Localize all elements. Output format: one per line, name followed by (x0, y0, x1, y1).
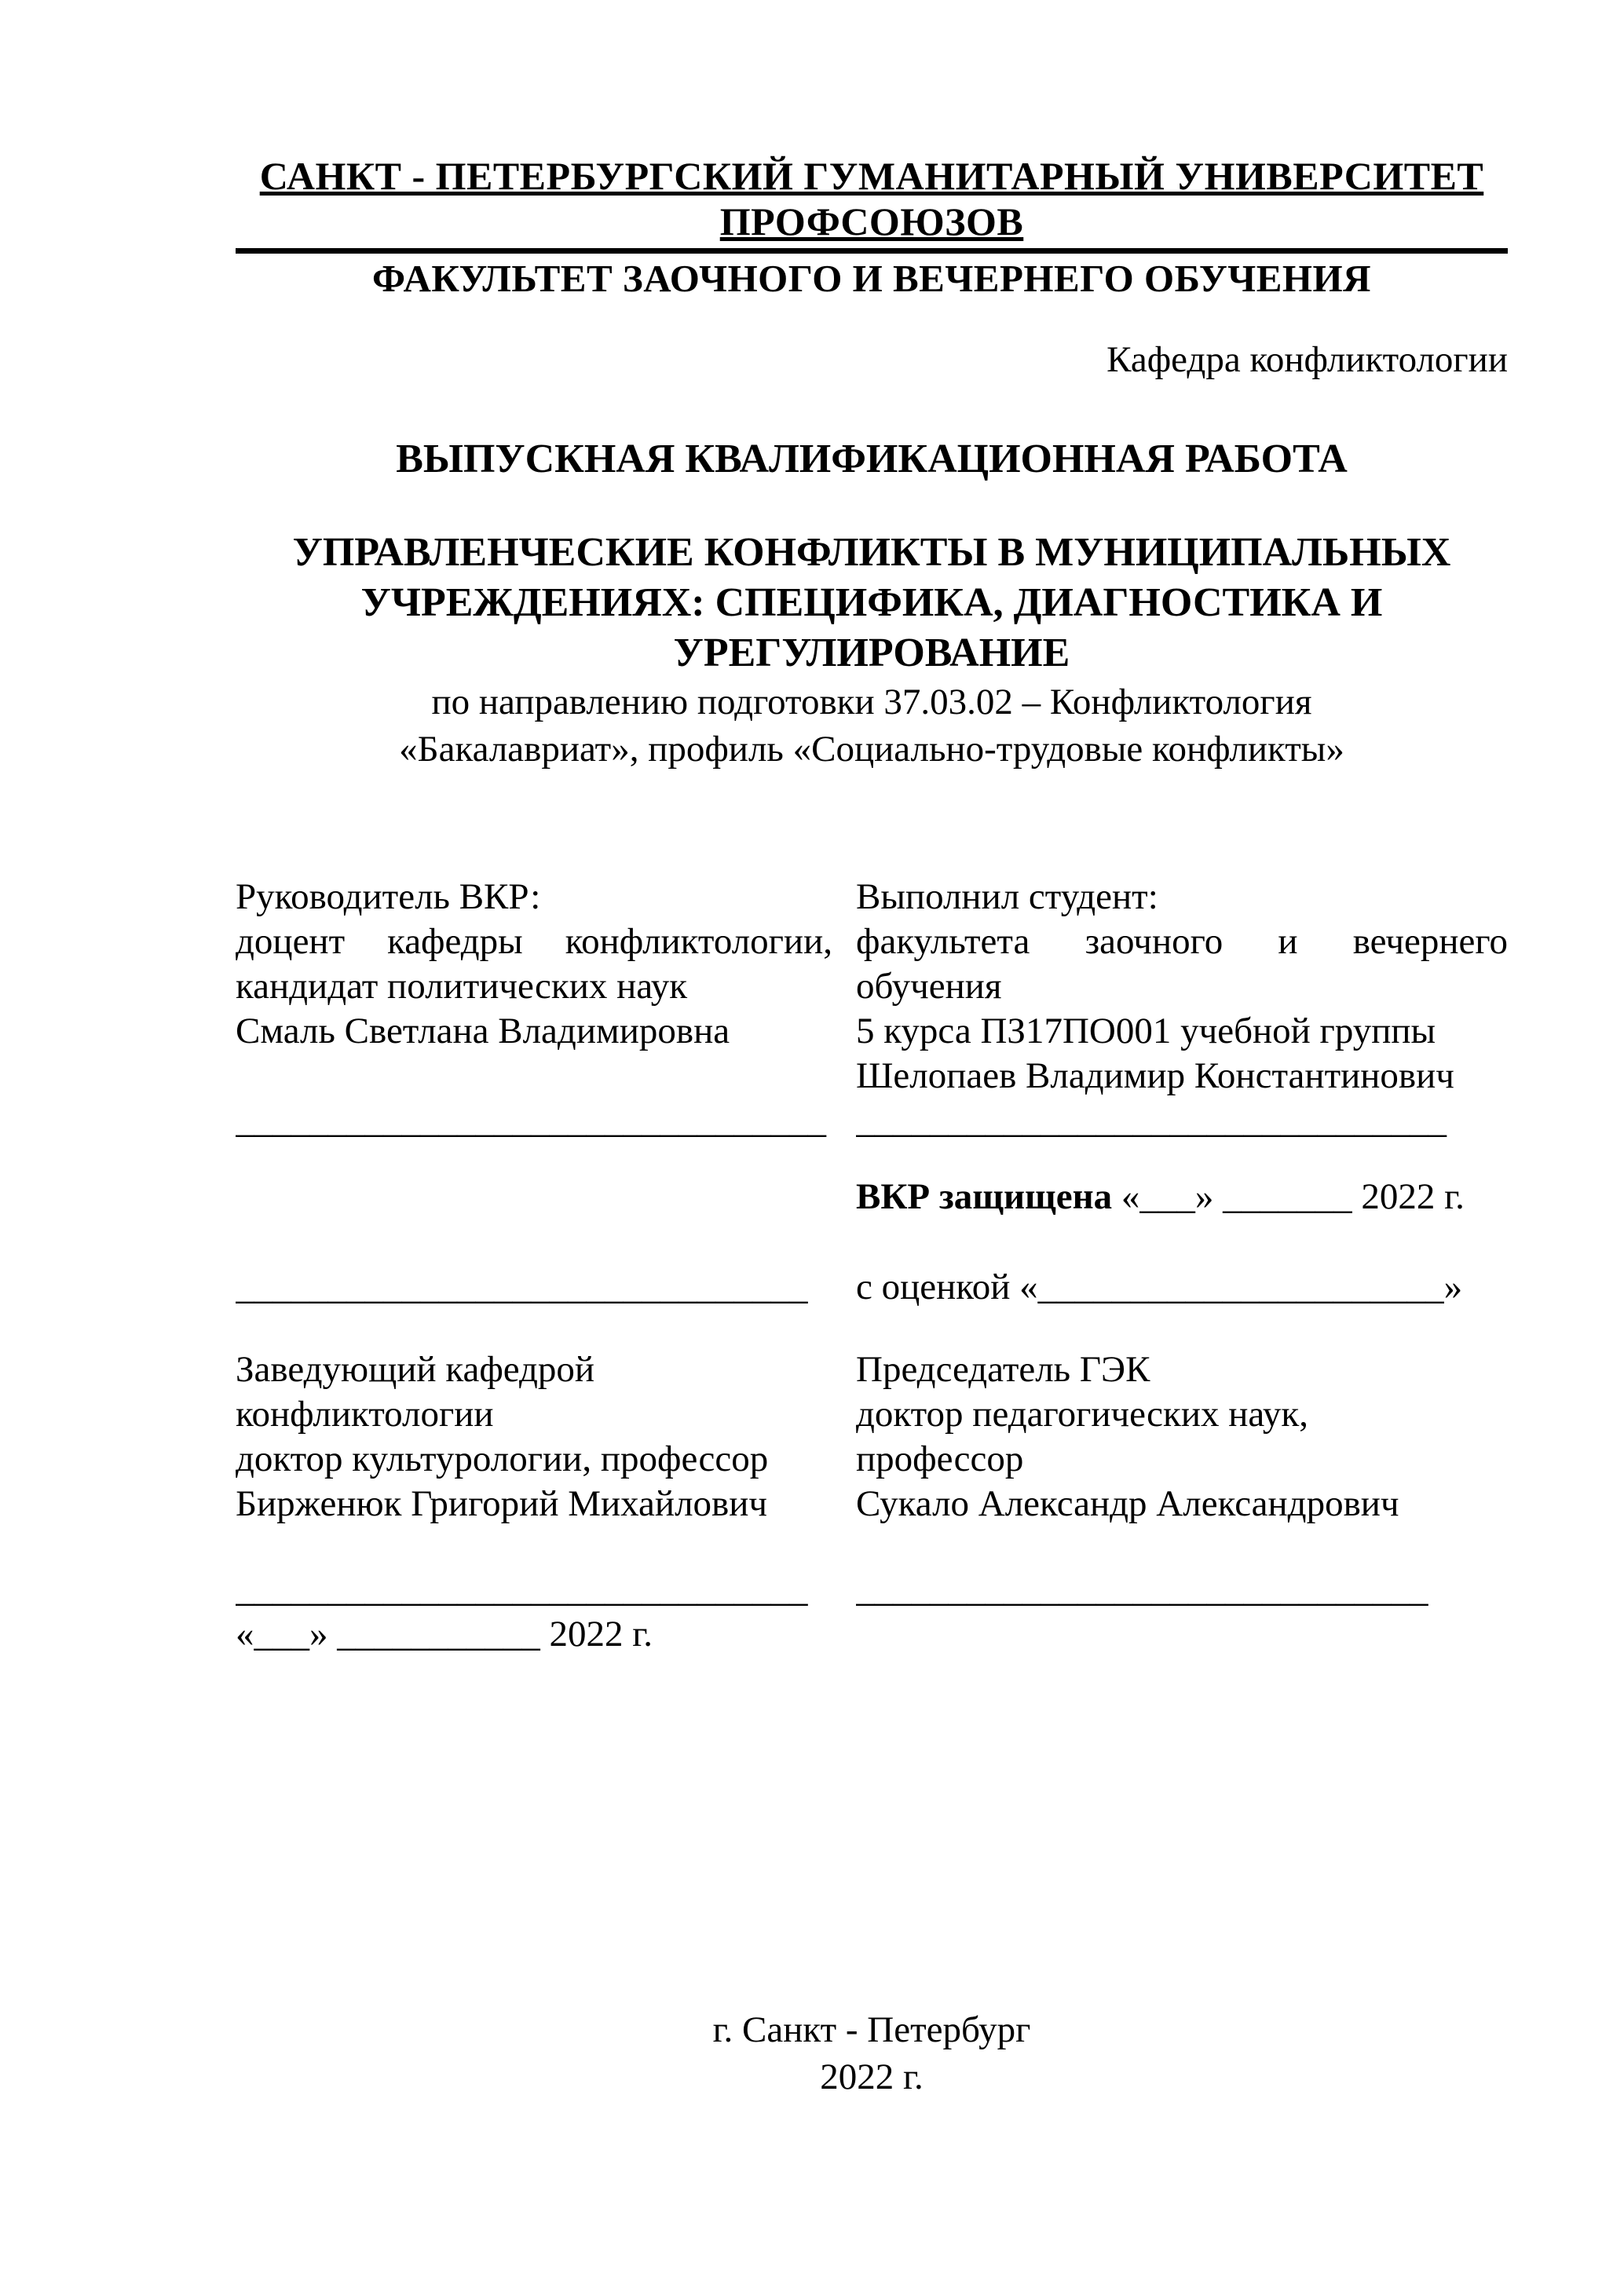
defense-date-line (856, 1175, 1508, 1219)
work-title-line-1: УПРАВЛЕНЧЕСКИЕ КОНФЛИКТЫ В МУНИЦИПАЛЬНЫХ (292, 530, 1451, 575)
gek-chair-name: Сукало Александр Александрович (856, 1483, 1399, 1524)
program-profile-line: «Бакалавриат», профиль «Социально-трудовые конфликты» (399, 729, 1344, 770)
supervisor-position-line-1: доцент кафедры конфликтологии, (236, 921, 832, 962)
student-line-2: обучения (856, 966, 1002, 1007)
program-block (236, 678, 1508, 773)
supervisor-block (236, 875, 832, 1099)
gek-chair-line-3: профессор (856, 1439, 1024, 1479)
work-title (236, 528, 1508, 678)
footer-block (236, 2006, 1508, 2100)
head-name: Бирженюк Григорий Михайлович (236, 1483, 768, 1524)
row-spacer (236, 1526, 1508, 1567)
empty-cell (856, 1612, 1508, 1657)
head-line-2: конфликтологии (236, 1394, 494, 1435)
work-title-line-2: УЧРЕЖДЕНИЯХ: СПЕЦИФИКА, ДИАГНОСТИКА И (360, 580, 1383, 625)
faculty-name: ФАКУЛЬТЕТ ЗАОЧНОГО И ВЕЧЕРНЕГО ОБУЧЕНИЯ (371, 257, 1372, 300)
student-block (856, 875, 1508, 1099)
gek-chair-block (856, 1347, 1508, 1526)
head-date-line: «___» ___________ 2022 г. (236, 1614, 653, 1654)
supervisor-extra-signature-line: _______________________________ (236, 1267, 808, 1307)
row-spacer (236, 1219, 1508, 1265)
head-line-3: доктор культурологии, профессор (236, 1439, 769, 1479)
gek-chair-line-2: доктор педагогических наук, (856, 1394, 1308, 1435)
head-of-department-block (236, 1347, 832, 1526)
student-line-1: факультета заочного и вечернего (856, 921, 1508, 962)
university-name (236, 153, 1508, 254)
supervisor-heading: Руководитель ВКР: (236, 876, 541, 917)
footer-city: г. Санкт - Петербург (712, 2009, 1031, 2050)
supervisor-signature-line: ________________________________ (236, 1100, 826, 1141)
student-name: Шелопаев Владимир Константинович (856, 1055, 1454, 1096)
defense-label-bold: ВКР защищена (856, 1176, 1113, 1217)
supervisor-position-line-2: кандидат политических наук (236, 966, 688, 1007)
student-heading: Выполнил студент: (856, 876, 1158, 917)
university-name-text: САНКТ - ПЕТЕРБУРГСКИЙ ГУМАНИТАРНЫЙ УНИВЕРСИТЕТ ПРОФСОЮЗОВ (259, 154, 1484, 243)
row-spacer (236, 1310, 1508, 1347)
signature-columns (236, 875, 1508, 1657)
work-title-line-3: УРЕГУЛИРОВАНИЕ (673, 631, 1070, 675)
head-line-1: Заведующий кафедрой (236, 1349, 595, 1390)
defense-label-rest: «___» _______ 2022 г. (1121, 1176, 1465, 1217)
supervisor-name: Смаль Светлана Владимировна (236, 1011, 730, 1051)
head-signature-line: _______________________________ (236, 1569, 808, 1610)
program-direction-line: по направлению подготовки 37.03.02 – Конфликтология (431, 682, 1312, 722)
gek-chair-signature-line: _______________________________ (856, 1569, 1428, 1610)
footer-year: 2022 г. (820, 2057, 924, 2097)
defense-grade-line: с оценкой «______________________» (856, 1267, 1463, 1307)
empty-cell (236, 1175, 832, 1219)
student-line-3: 5 курса ПЗ17ПО001 учебной группы (856, 1011, 1436, 1051)
department-line: Кафедра конфликтологии (1106, 339, 1508, 380)
student-signature-line: ________________________________ (856, 1100, 1447, 1141)
row-spacer (236, 1143, 1508, 1175)
work-type-heading: ВЫПУСКНАЯ КВАЛИФИКАЦИОННАЯ РАБОТА (396, 437, 1348, 481)
gek-chair-line-1: Председатель ГЭК (856, 1349, 1150, 1390)
